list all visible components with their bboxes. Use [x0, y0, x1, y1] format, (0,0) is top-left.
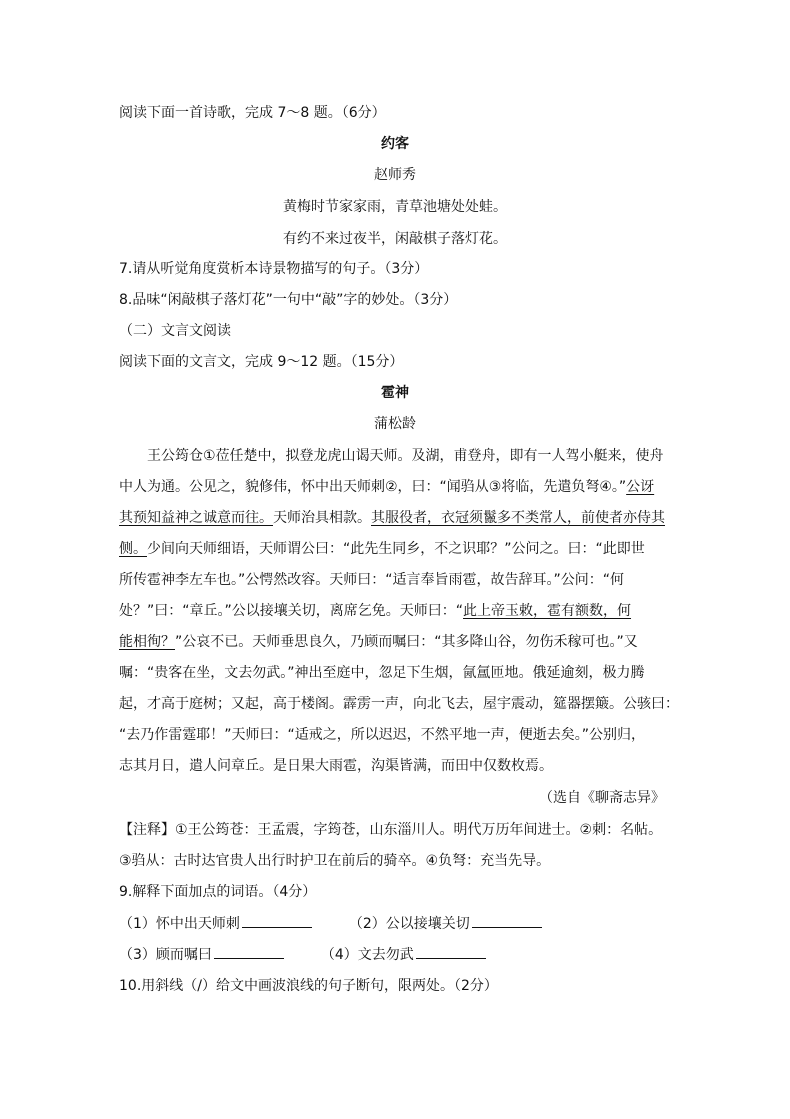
prose-line-7 [119, 632, 638, 652]
prose-line-3 [119, 508, 665, 528]
prose-line-6 [119, 601, 631, 621]
prose-line-10: “去乃作雷霆耶！”天师曰：“适戒之，所以迟迟，不然平地一声，便逝去矣。”公别归， [119, 727, 646, 743]
prose-source: （选自《聊斋志异》 [539, 790, 665, 806]
prose-line-7-text: ”公哀不已。天师垂思良久，乃顾而嘱曰：“其多降山谷，勿伤禾稼可也。”又 [175, 634, 638, 650]
answer-blank-3[interactable] [214, 944, 284, 959]
answer-blank-4[interactable] [416, 944, 486, 959]
answer-blank-2[interactable] [472, 913, 542, 928]
q9-item-2: （2）公以接壤关切 [348, 916, 470, 932]
q9-item-4: （4）文去勿武 [320, 947, 414, 963]
question-8: 8.品味“闲敲棋子落灯花”一句中“敲”字的妙处。（3分） [119, 292, 458, 308]
prose-intro: 阅读下面的文言文，完成 9～12 题。（15分） [119, 354, 404, 370]
wavy-underlined-sentence-start: 公讶 [626, 479, 655, 495]
question-7: 7.请从听觉角度赏析本诗景物描写的句子。（3分） [119, 261, 429, 277]
prose-line-4 [119, 539, 645, 559]
prose-line-6-text: 处？”曰：“章丘。”公以接壤关切，离席乞免。天师曰：“ [119, 603, 464, 619]
poem-line-1: 黄梅时节家家雨，青草池塘处处蛙。 [283, 199, 507, 215]
section-heading: （二）文言文阅读 [119, 323, 231, 339]
prose-line-3-text: 天师治具相款。 [273, 510, 371, 526]
prose-line-11: 志其月日，遣人问章丘。是日果大雨雹，沟渠皆满，而田中仅数枚焉。 [119, 758, 553, 774]
annotation-line-1: 【注释】①王公筠苍：王孟震，字筠苍，山东淄川人。明代万历年间进士。②刺：名帖。 [119, 822, 663, 838]
q9-item-3: （3）顾而嘱曰 [119, 947, 212, 963]
poem-title: 约客 [381, 136, 409, 152]
poem-intro: 阅读下面一首诗歌，完成 7～8 题。（6分） [119, 105, 386, 121]
annotation-line-2: ③驺从：古时达官贵人出行时护卫在前后的骑卒。④负弩：充当先导。 [119, 853, 551, 869]
poem-author: 赵师秀 [374, 167, 416, 183]
underlined-sentence-end: 侧。 [119, 541, 147, 557]
prose-line-8: 嘱：“贵客在坐，文去勿武。”神出至庭中，忽足下生烟，氤氲匝地。俄延逾刻，极力腾 [119, 665, 645, 681]
prose-line-1: 王公筠仓①莅任楚中，拟登龙虎山谒天师。及湖，甫登舟，即有一人驾小艇来，使舟 [147, 448, 664, 464]
underlined-quote-start: 此上帝玉敕，雹有额数，何 [463, 603, 632, 619]
prose-line-4-text: 少间向天师细语，天师谓公曰：“此先生同乡，不之识耶？”公问之。曰：“此即世 [147, 541, 645, 557]
question-9: 9.解释下面加点的词语。（4分） [119, 884, 317, 900]
prose-author: 蒲松龄 [374, 416, 416, 432]
answer-blank-1[interactable] [242, 913, 312, 928]
poem-line-2: 有约不来过夜半，闲敲棋子落灯花。 [283, 231, 507, 247]
underlined-sentence-start: 其服役者，衣冠须鬣多不类常人，前使者亦侍其 [371, 510, 665, 526]
prose-line-5: 所传雹神李左车也。”公愕然改容。天师曰：“适言奉旨雨雹，故告辞耳。”公问：“何 [119, 572, 625, 588]
wavy-underlined-sentence-end: 其预知益神之诚意而往。 [119, 510, 273, 526]
q9-item-1: （1）怀中出天师刺 [119, 916, 240, 932]
prose-title: 雹神 [381, 385, 409, 401]
underlined-quote-end: 能相徇？ [119, 634, 175, 650]
question-9-row-2 [119, 944, 486, 965]
question-9-row-1 [119, 913, 542, 934]
prose-line-2-text: 中人为通。公见之，貌修伟，怀中出天师刺②，曰：“闻驺从③将临，先遣负弩④。” [119, 479, 627, 495]
prose-line-2 [119, 477, 654, 497]
prose-line-9: 起，才高于庭树；又起，高于楼阁。霹雳一声，向北飞去，屋宇震动，筵器摆簸。公骇曰： [119, 696, 679, 712]
question-10: 10.用斜线（/）给文中画波浪线的句子断句，限两处。（2分） [119, 978, 498, 994]
